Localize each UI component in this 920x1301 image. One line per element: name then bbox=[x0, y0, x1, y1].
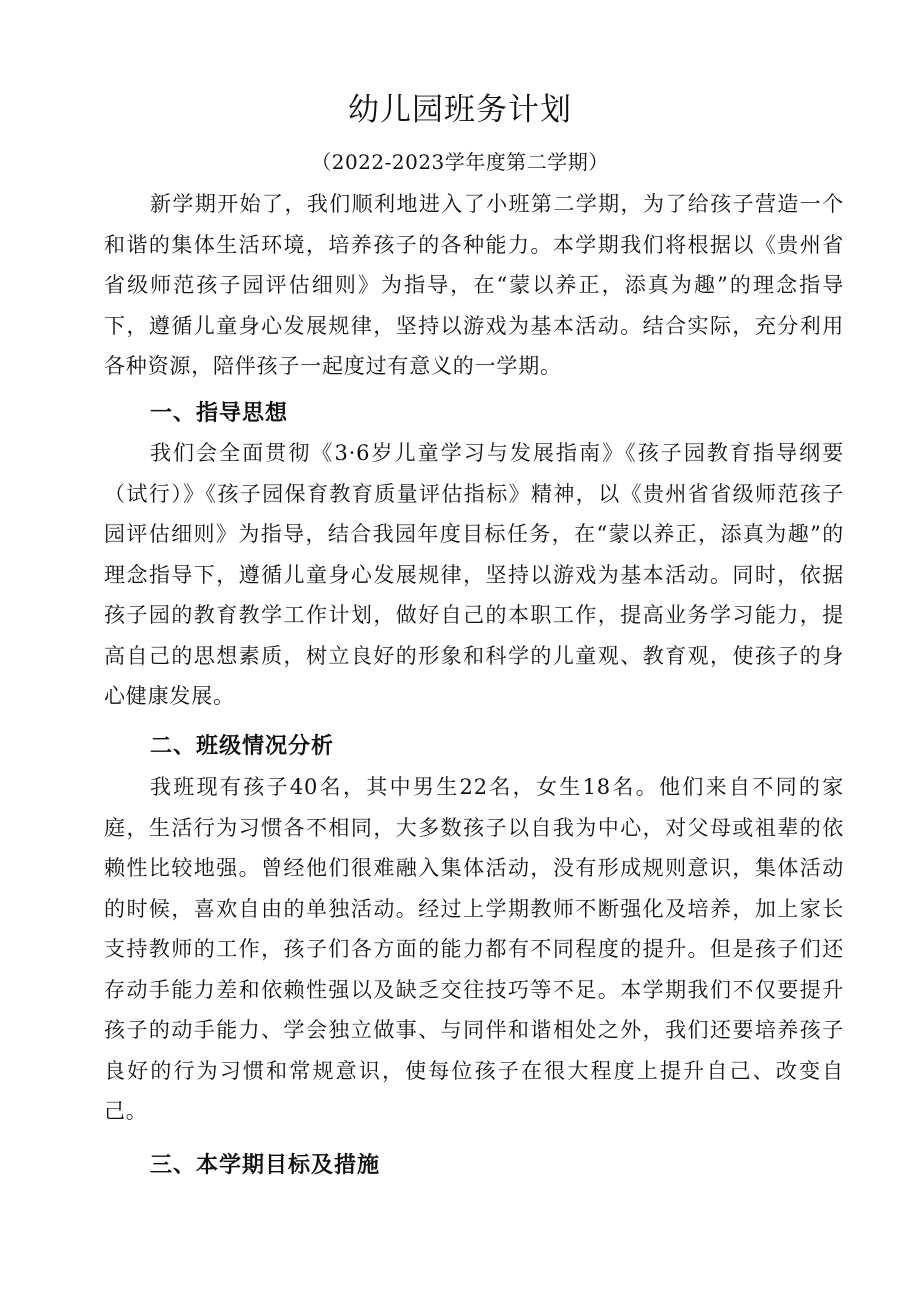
document-title: 幼儿园班务计划 bbox=[348, 92, 572, 128]
section-paragraph-guiding-ideology: 我们会全面贯彻《3·6岁儿童学习与发展指南》《孩子园教育指导纲要（试行）》《孩子园保育教育质量评估指标》精神，以《贵州省省级师范孩子园评估细则》为指导，结合我园年度目标任务，在“蒙以养正，添真为趣”的理念指导下，遵循儿童身心发展规律，坚持以游戏为基本活动。同时，依据孩子园的教育教学工作计划，做好自己的本职工作，提高业务学习能力，提高自己的思想素质，树立良好的形象和科学的儿童观、教育观，使孩子的身心健康发展。 bbox=[104, 441, 844, 708]
section-heading-class-analysis: 二、班级情况分析 bbox=[150, 734, 335, 759]
section-heading-goals-measures: 三、本学期目标及措施 bbox=[150, 1153, 381, 1178]
document-subtitle: （2022-2023学年度第二学期） bbox=[311, 150, 609, 174]
section-heading-guiding-ideology: 一、指导思想 bbox=[150, 401, 289, 426]
intro-paragraph: 新学期开始了，我们顺利地进入了小班第二学期，为了给孩子营造一个和谐的集体生活环境，培养孩子的各种能力。本学期我们将根据以《贵州省省级师范孩子园评估细则》为指导，在“蒙以养正，添真为趣”的理念指导下，遵循儿童身心发展规律，坚持以游戏为基本活动。结合实际，充分利用各种资源，陪伴孩子一起度过有意义的一学期。 bbox=[104, 192, 844, 378]
section-paragraph-class-analysis: 我班现有孩子40名，其中男生22名，女生18名。他们来自不同的家庭，生活行为习惯各不相同，大多数孩子以自我为中心，对父母或祖辈的依赖性比较地强。曾经他们很难融入集体活动，没有形成规则意识，集体活动的时候，喜欢自由的单独活动。经过上学期教师不断强化及培养，加上家长支持教师的工作，孩子们各方面的能力都有不同程度的提升。但是孩子们还存动手能力差和依赖性强以及缺乏交往技巧等不足。本学期我们不仅要提升孩子的动手能力、学会独立做事、与同伴和谐相处之外，我们还要培养孩子良好的行为习惯和常规意识，使每位孩子在很大程度上提升自己、改变自己。 bbox=[104, 775, 844, 1123]
